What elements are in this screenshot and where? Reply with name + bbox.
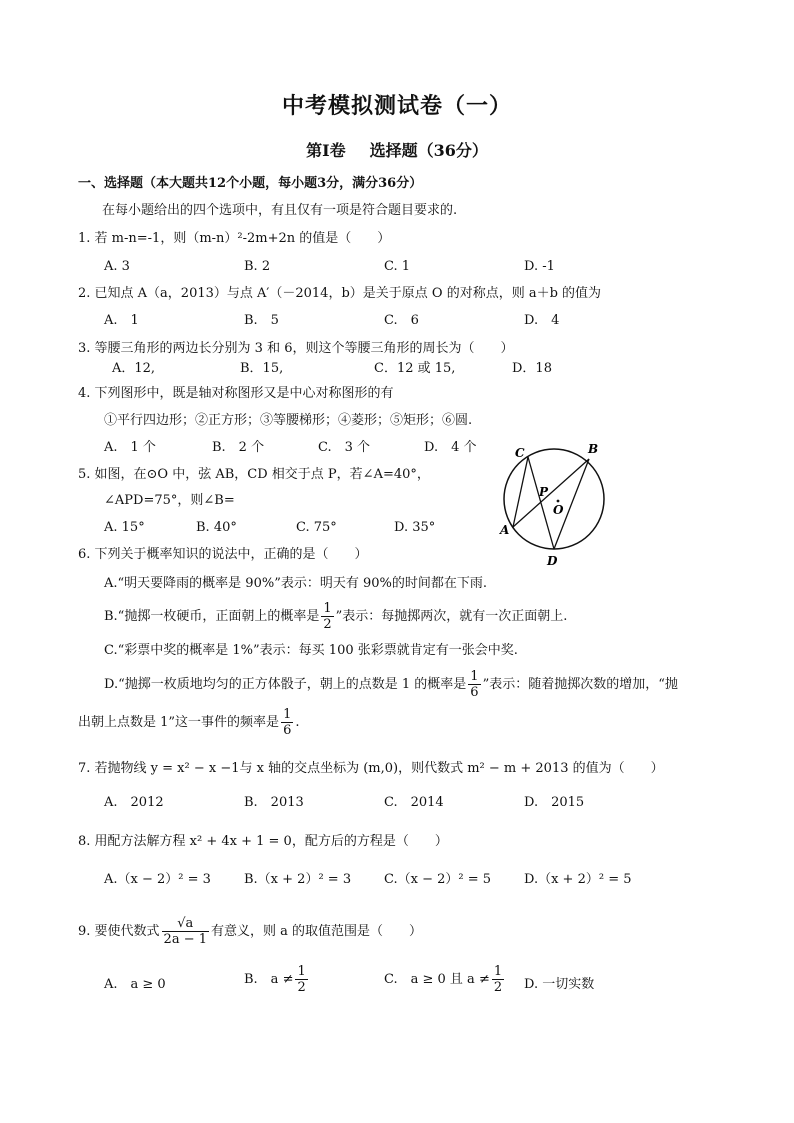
section-heading: 一、选择题（本大题共12个小题，每小题3分，满分36分） — [78, 176, 423, 191]
q8-stem: 8. 用配方法解方程 x² + 4x + 1 = 0，配方后的方程是（ ） — [78, 834, 448, 849]
q9-option-c-fraction — [492, 964, 504, 995]
label-a: A — [500, 523, 510, 537]
q6-option-b — [104, 600, 567, 634]
q6-d-denominator: 6 — [470, 685, 479, 700]
label-o: O — [553, 503, 564, 517]
q6-d2-numerator: 1 — [283, 707, 292, 722]
q6-option-b-post: ”表示：每抛掷两次，就有一次正面朝上. — [335, 609, 568, 624]
q6-option-d-fraction — [468, 669, 480, 700]
q1-option-b: B. 2 — [244, 259, 271, 274]
q7-option-d: D. 2015 — [524, 795, 585, 810]
q6-option-c: C.“彩票中奖的概率是 1%”表示：每买 100 张彩票就肯定有一张会中奖. — [104, 643, 518, 658]
q2-option-c: C. 6 — [384, 313, 419, 328]
q6-b-denominator: 2 — [323, 617, 332, 632]
q9-option-b-fraction — [295, 964, 307, 995]
q9-option-c — [384, 962, 506, 998]
q2-option-d: D. 4 — [524, 313, 560, 328]
q5-option-b: B. 40° — [196, 520, 237, 535]
q4-option-a: A. 1 个 — [104, 440, 156, 455]
label-p: P — [539, 485, 549, 499]
q6-d2-pre: 出朝上点数是 1”这一事件的频率是 — [78, 715, 280, 730]
q2-option-a: A. 1 — [104, 313, 139, 328]
q6-option-d-pre: D.“抛掷一枚质地均匀的正方体骰子，朝上的点数是 1 的概率是 — [104, 677, 467, 692]
q6-d2-denominator: 6 — [283, 723, 292, 738]
q8-option-b: B.（x + 2）² = 3 — [244, 872, 352, 887]
q2-stem: 2. 已知点 A（a，2013）与点 A′（－2014，b）是关于原点 O 的对称点，则 a＋b 的值为 — [78, 286, 602, 301]
q5-option-c: C. 75° — [296, 520, 337, 535]
q9-option-c-pre: C. a ≥ 0 且 a ≠ — [384, 972, 490, 987]
q8-option-a: A.（x − 2）² = 3 — [104, 872, 211, 887]
q4-stem: 4. 下列图形中，既是轴对称图形又是中心对称图形的有 — [78, 386, 394, 401]
q6-d2-fraction — [281, 707, 293, 738]
q7-option-a: A. 2012 — [104, 795, 164, 810]
q9-stem-post: 有意义，则 a 的取值范围是（ ） — [211, 924, 423, 939]
q6-d2-post: . — [295, 715, 300, 730]
q9-option-a: A. a ≥ 0 — [104, 977, 166, 992]
q6-option-d-continued — [78, 706, 299, 740]
q3-stem: 3. 等腰三角形的两边长分别为 3 和 6，则这个等腰三角形的周长为（ ） — [78, 341, 514, 356]
circle-figure — [490, 436, 620, 571]
q6-b-numerator: 1 — [323, 601, 332, 616]
q9-b-denominator: 2 — [297, 980, 306, 995]
q6-option-d-post: ”表示：随着抛掷次数的增加，“抛 — [482, 677, 678, 692]
q9-option-b — [244, 962, 310, 998]
q5-stem-line1: 5. 如图，在⊙O 中，弦 AB，CD 相交于点 P，若∠A=40°， — [78, 467, 430, 482]
q6-stem: 6. 下列关于概率知识的说法中，正确的是（ ） — [78, 547, 368, 562]
q1-option-d: D. -1 — [524, 259, 555, 274]
q4-option-c: C. 3 个 — [318, 440, 371, 455]
q6-d-numerator: 1 — [470, 669, 479, 684]
q8-option-c: C.（x − 2）² = 5 — [384, 872, 492, 887]
q9-stem — [78, 914, 422, 950]
q2-option-b: B. 5 — [244, 313, 279, 328]
q9-c-numerator: 1 — [493, 964, 503, 979]
q3-option-c: C．12 或 15, — [374, 361, 456, 376]
section-instruction: 在每小题给出的四个选项中，有且仅有一项是符合题目要求的. — [102, 203, 458, 218]
q9-c-denominator: 2 — [493, 980, 503, 995]
q9-fraction — [162, 916, 209, 947]
q1-option-a: A. 3 — [104, 259, 130, 274]
q9-denominator: 2a − 1 — [163, 932, 207, 947]
q9-numerator: √a — [162, 916, 209, 932]
q9-option-b-pre: B. a ≠ — [244, 972, 294, 987]
q1-option-c: C. 1 — [384, 259, 411, 274]
label-c: C — [515, 446, 525, 460]
q6-option-d — [104, 668, 678, 702]
q6-option-b-fraction — [321, 601, 333, 632]
part-label: 第Ⅰ卷 — [306, 141, 346, 160]
center-point — [557, 500, 560, 503]
q7-option-b: B. 2013 — [244, 795, 304, 810]
part-name: 选择题（36分） — [369, 141, 488, 160]
q6-option-a: A.“明天要降雨的概率是 90%”表示：明天有 90%的时间都在下雨. — [104, 576, 487, 591]
q9-stem-pre: 9. 要使代数式 — [78, 924, 160, 939]
q7-stem: 7. 若抛物线 y = x² − x −1与 x 轴的交点坐标为 (m,0)，则代数式 m² − m + 2013 的值为（ ） — [78, 761, 664, 776]
q8-option-d: D.（x + 2）² = 5 — [524, 872, 632, 887]
q7-option-c: C. 2014 — [384, 795, 444, 810]
q5-option-a: A. 15° — [104, 520, 145, 535]
q3-option-d: D．18 — [512, 361, 552, 376]
q5-option-d: D. 35° — [394, 520, 436, 535]
chord-cd — [528, 457, 554, 549]
label-d: D — [547, 554, 558, 568]
q3-option-a: A．12, — [112, 361, 156, 376]
q9-b-numerator: 1 — [297, 964, 306, 979]
q4-option-b: B. 2 个 — [212, 440, 265, 455]
q5-stem-line2: ∠APD=75°，则∠B= — [104, 493, 235, 508]
q9-option-d: D. 一切实数 — [524, 977, 595, 992]
q4-option-d: D. 4 个 — [424, 440, 477, 455]
page-title: 中考模拟测试卷（一） — [281, 93, 512, 119]
q4-items: ①平行四边形；②正方形；③等腰梯形；④菱形；⑤矩形；⑥圆. — [104, 413, 473, 428]
chord-ab — [513, 459, 589, 527]
label-b: B — [588, 442, 599, 456]
q3-option-b: B．15, — [240, 361, 284, 376]
part-heading — [0, 140, 794, 162]
q1-stem: 1. 若 m-n=-1，则（m-n）²-2m+2n 的值是（ ） — [78, 231, 391, 246]
q6-option-b-pre: B.“抛掷一枚硬币，正面朝上的概率是 — [104, 609, 320, 624]
